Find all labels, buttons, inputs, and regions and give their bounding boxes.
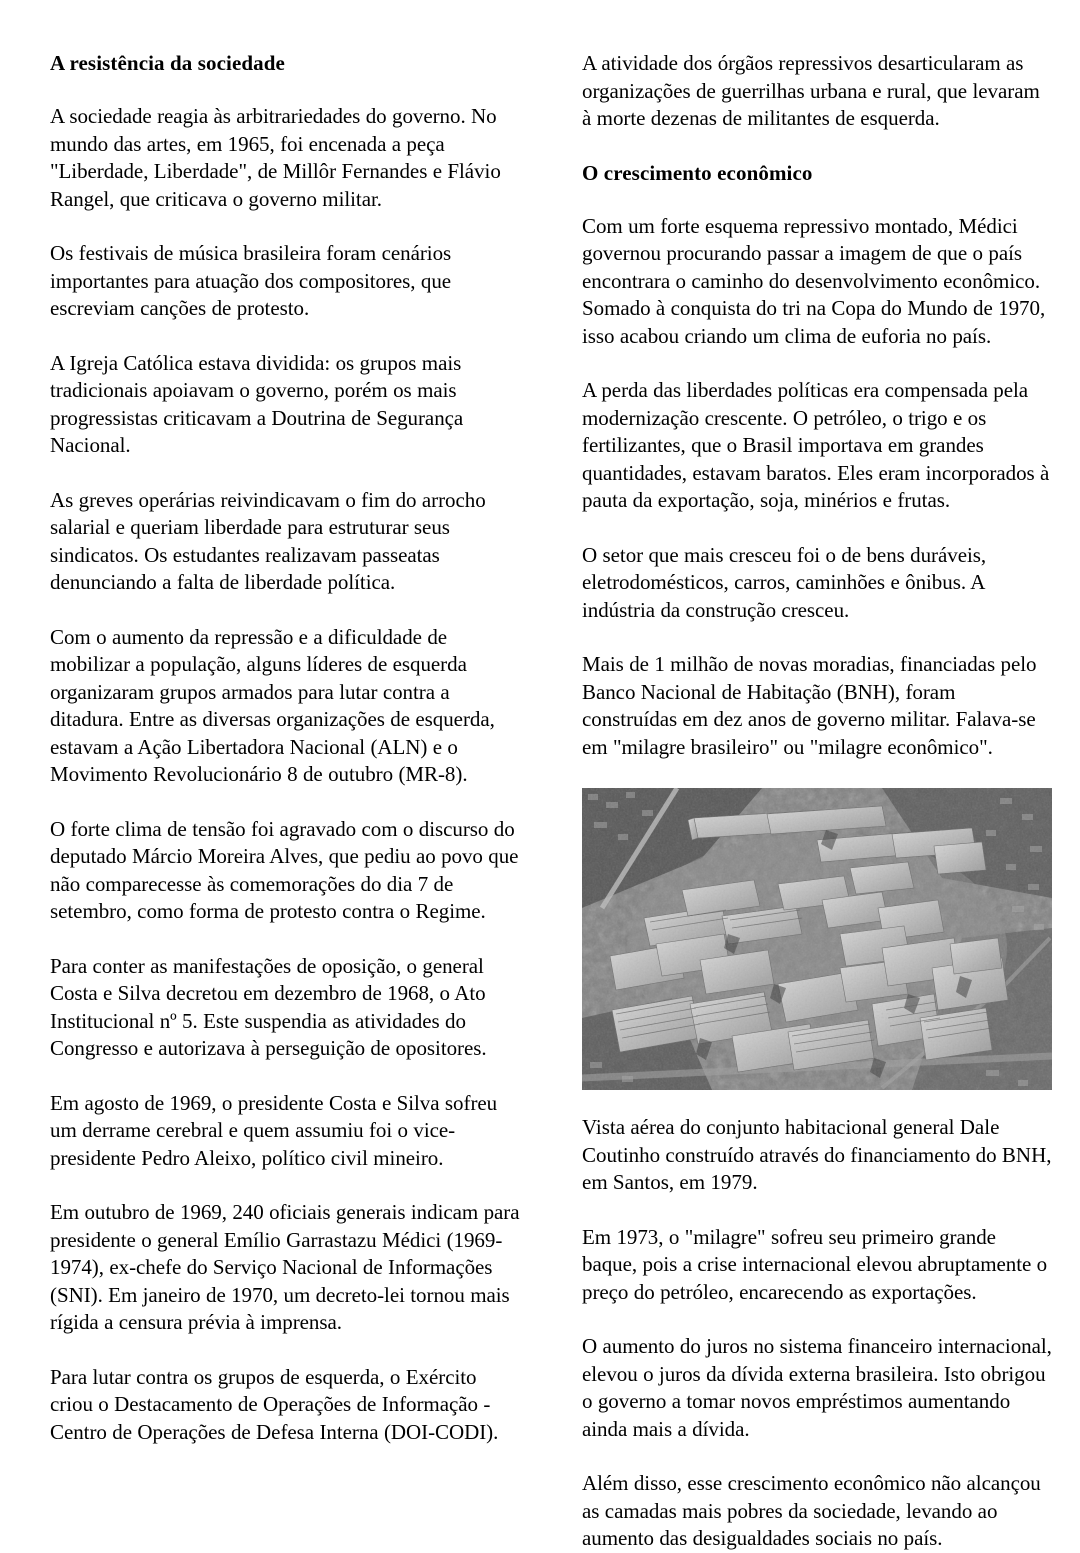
paragraph: Para conter as manifestações de oposição, o general Costa e Silva decretou em dezembro de 1968, o Ato Institucional nº 5. Este suspendia as atividades do Congresso e autorizava à perseguição de opositores. <box>50 953 487 1060</box>
paragraph: Em outubro de 1969, 240 oficiais generais indicam para presidente o general Emílio Garrastazu Médici (1969-1974), ex-chefe do Serviço Nacional de Informações (SNI). Em janeiro de 1970, um decreto-lei tornou mais rígida a censura prévia à imprensa. <box>50 1200 520 1334</box>
two-column-layout <box>50 50 1052 1553</box>
aerial-photo-housing-complex <box>582 788 1052 1090</box>
paragraph: Os festivais de música brasileira foram cenários importantes para atuação dos compositores, que escreviam canções de protesto. <box>50 241 452 320</box>
left-column-heading: A resistência da sociedade <box>50 51 285 75</box>
right-column <box>582 50 1052 1553</box>
paragraph: Para lutar contra os grupos de esquerda, o Exército criou o Destacamento de Operações de Informação - Centro de Operações de Defesa Interna (DOI-CODI). <box>50 1364 499 1444</box>
figure-caption: Vista aérea do conjunto habitacional general Dale Coutinho construído através do financiamento do BNH, em Santos, em 1979. <box>582 1115 1052 1194</box>
paragraph: A atividade dos órgãos repressivos desarticularam as organizações de guerrilhas urbana e rural, que levaram à morte dezenas de militantes de esquerda. <box>582 51 1040 130</box>
paragraph: A perda das liberdades políticas era compensada pela modernização crescente. O petróleo, o trigo e os fertilizantes, que o Brasil importava em grandes quantidades, estavam baratos. Eles eram incorporados à pauta da exportação, soja, minérios e frutas. <box>582 378 1050 512</box>
paragraph: As greves operárias reivindicavam o fim do arrocho salarial e queriam liberdade para estruturar seus sindicatos. Os estudantes realizavam passeatas denunciando a falta de liberdade política. <box>50 487 486 594</box>
paragraph: O aumento do juros no sistema financeiro internacional, elevou o juros da dívida externa brasileira. Isto obrigou o governo a tomar novos empréstimos aumentando ainda mais a dívida. <box>582 1334 1052 1441</box>
paragraph: Em 1973, o "milagre" sofreu seu primeiro grande baque, pois a crise internacional elevou abruptamente o preço do petróleo, encarecendo as exportações. <box>582 1224 1048 1304</box>
right-column-heading: O crescimento econômico <box>582 160 813 185</box>
paragraph: Além disso, esse crescimento econômico não alcançou as camadas mais pobres da sociedade, levando ao aumento das desigualdades sociais no país. <box>582 1471 1041 1550</box>
paragraph: O forte clima de tensão foi agravado com o discurso do deputado Márcio Moreira Alves, que pediu ao povo que não comparecesse às comemorações do dia 7 de setembro, como forma de protesto contra o Regime. <box>50 816 519 923</box>
paragraph: Com um forte esquema repressivo montado, Médici governou procurando passar a imagem de que o país encontrara o caminho do desenvolvimento econômico. Somado à conquista do tri na Copa do Mundo de 1970, isso acabou criando um clima de euforia no país. <box>582 213 1046 348</box>
paragraph: Mais de 1 milhão de novas moradias, financiadas pelo Banco Nacional de Habitação (BNH), foram construídas em dez anos de governo militar. Falava-se em "milagre brasileiro" ou "milagre econômico". <box>582 652 1037 759</box>
paragraph: Em agosto de 1969, o presidente Costa e Silva sofreu um derrame cerebral e quem assumiu foi o vice-presidente Pedro Aleixo, político civil mineiro. <box>50 1090 498 1170</box>
left-column <box>50 50 520 1446</box>
paragraph: A Igreja Católica estava dividida: os grupos mais tradicionais apoiavam o governo, porém os mais progressistas criticavam a Doutrina de Segurança Nacional. <box>50 350 464 457</box>
figure <box>582 788 1052 1090</box>
paragraph: O setor que mais cresceu foi o de bens duráveis, eletrodomésticos, carros, caminhões e ônibus. A indústria da construção cresceu. <box>582 542 987 622</box>
paragraph: Com o aumento da repressão e a dificuldade de mobilizar a população, alguns líderes de esquerda organizaram grupos armados para lutar contra a ditadura. Entre as diversas organizações de esquerda, estavam a Ação Libertadora Nacional (ALN) e o Movimento Revolucionário 8 de outubro (MR-8). <box>50 624 495 786</box>
paragraph: A sociedade reagia às arbitrariedades do governo. No mundo das artes, em 1965, foi encenada a peça "Liberdade, Liberdade", de Millôr Fernandes e Flávio Rangel, que criticava o governo militar. <box>50 104 501 211</box>
